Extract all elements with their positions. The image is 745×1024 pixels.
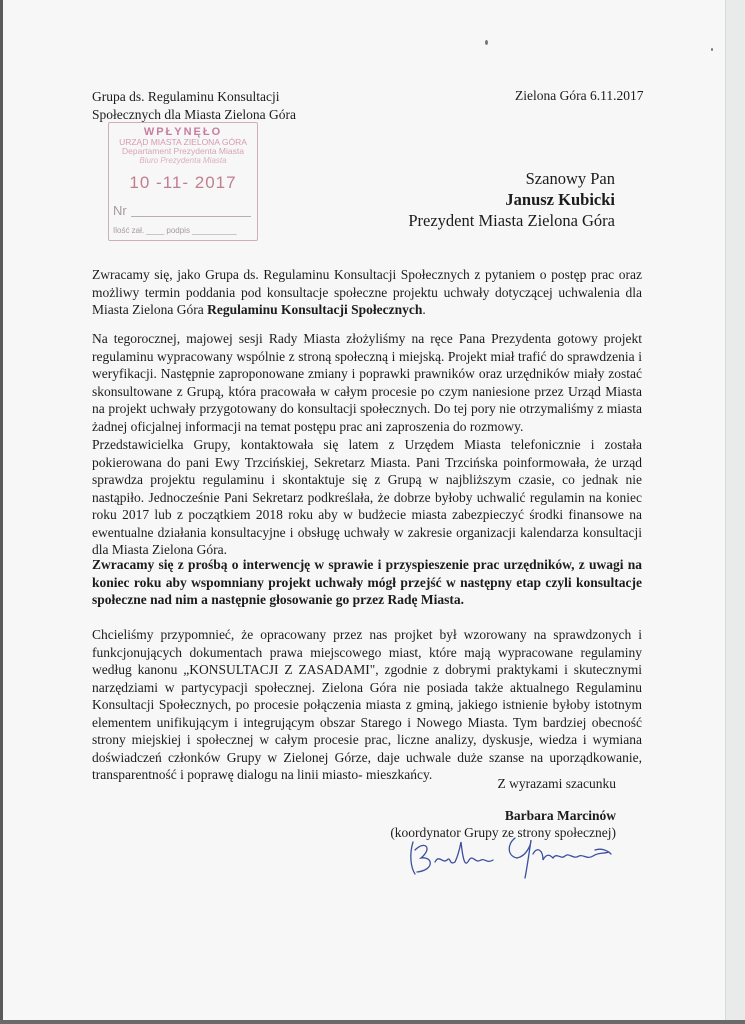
paragraph-1-bold: Regulaminu Konsultacji Społecznych [207, 302, 423, 317]
sender-line-2: Społecznych dla Miasta Zielona Góra [92, 107, 296, 122]
scan-right-margin [726, 0, 745, 1020]
paragraph-2: Na tegorocznej, majowej sesji Rady Miasta złożyliśmy na ręce Pana Prezydenta gotowy projekt regulaminu wypracowany wspólnie z stroną społeczną i miejską. Projekt miał trafić do sprawdzenia i weryfikacji. Następnie zaproponowane zmiany i poprawki prawników oraz urzędników miały zostać skonsultowane z Grupą, która pracowała w całym procesie po czym naniesione przez Urząd Miasta na projekt uchwały przygotowany do konsultacji społecznych. Do tej pory nie otrzymaliśmy z miasta żadnej oficjalnej informacji na temat postępu prac ani zaproszenia do rozmowy. [92, 331, 642, 434]
stamp-received-date: 10 -11- 2017 [129, 173, 237, 192]
recipient-name: Janusz Kubicki [505, 190, 615, 209]
received-stamp [108, 122, 258, 241]
scan-speck [485, 40, 488, 45]
paragraph-5: Chcieliśmy przypomnieć, że opracowany przez nas projket był wzorowany na sprawdzonych i funkcjonujących dokumentach prawa miejscowego miast, które mają wypracowane regulaminy według kanonu „KONSULTACJI Z ZASADAMI", zgodnie z dobrymi praktykami i skutecznymi narzędziami w partycypacji społecznej. Zielona Góra nie posiada także aktualnego Regulaminu Konsultacji Społecznych, po procesie połączenia miasta z gminą, jakiego istnienie byłoby istotnym elementem unifikującym i integrującym obszar Starego i Nowego Miasta. Tym bardziej obecność strony miejskiej i społecznej w całym procesie prac, liczne analizy, dyskusje, wiedza i wymiana doświadczeń członków Grupy w Zielonej Górze, daje uchwale duże szanse na uporządkowanie, transparentność i poprawę dialogu na linii miasto- mieszkańcy. [92, 627, 642, 782]
handwritten-signature-icon [403, 830, 643, 880]
letter-page [3, 0, 726, 1020]
paragraph-3: Przedstawicielka Grupy, kontaktowała się latem z Urzędem Miasta telefonicznie i została pokierowana do pani Ewy Trzcińskiej, Sekretarz Miasta. Pani Trzcińska poinformowała, że urząd sprawdza projektu regulaminu i skontaktuje się z Grupą w najbliższym czasie, co jednak nie nastąpiło. Jednocześnie Pani Sekretarz podkreślała, że dobrze byłoby uchwalić regulamin na koniec roku 2017 lub z początkiem 2018 roku aby w budżecie miasta zabezpieczyć środki finansowe na ewentualne działania konsultacyjne i obsługę uchwały w zakresie organizacji kalendarza konsultacji dla Miasta Zielona Góra. [92, 437, 642, 557]
recipient-salutation: Szanowy Pan [525, 169, 615, 188]
letter-date: Zielona Góra 6.11.2017 [515, 88, 644, 103]
stamp-header: WPŁYNĘŁO [143, 126, 223, 138]
stamp-nr-line [131, 216, 251, 217]
paragraph-1-end: . [422, 302, 426, 317]
stamp-department: Departament Prezydenta Miasta [122, 146, 244, 156]
recipient-title: Prezydent Miasta Zielona Góra [408, 211, 615, 230]
paragraph-4-request: Zwracamy się z prośbą o interwencję w sprawie i przyspieszenie prac urzędników, z uwagi na koniec roku aby wspomniany projekt uchwały mógł przejść w następny etap czyli konsultacje społeczne nad nim a następnie głosowanie go przez Radę Miasta. [92, 557, 642, 607]
scan-speck [711, 48, 713, 51]
sender-line-1: Grupa ds. Regulaminu Konsultacji [92, 89, 280, 104]
stamp-footer: Ilość zał. ____ podpis __________ [113, 226, 237, 235]
stamp-bureau: Biuro Prezydenta Miasta [139, 156, 227, 165]
sender-block [92, 88, 296, 124]
closing: Z wyrazami szacunku [497, 776, 616, 791]
paragraph-1-text: Zwracamy się, jako Grupa ds. Regulaminu Konsultacji Społecznych z pytaniem o postęp prac oraz możliwy termin poddania pod konsultacje społeczne projektu uchwały dotyczącej uchwalenia dla Miasta Zielona Góra [92, 267, 642, 317]
signer-role: (koordynator Grupy ze strony społecznej) [390, 825, 616, 840]
paragraph-1 [92, 266, 642, 319]
stamp-office: URZĄD MIASTA ZIELONA GÓRA [119, 137, 247, 147]
scan-edge-bottom [0, 1020, 745, 1024]
signer-name: Barbara Marcinów [504, 808, 616, 823]
recipient-block [408, 168, 615, 231]
stamp-nr-label: Nr [113, 203, 127, 218]
